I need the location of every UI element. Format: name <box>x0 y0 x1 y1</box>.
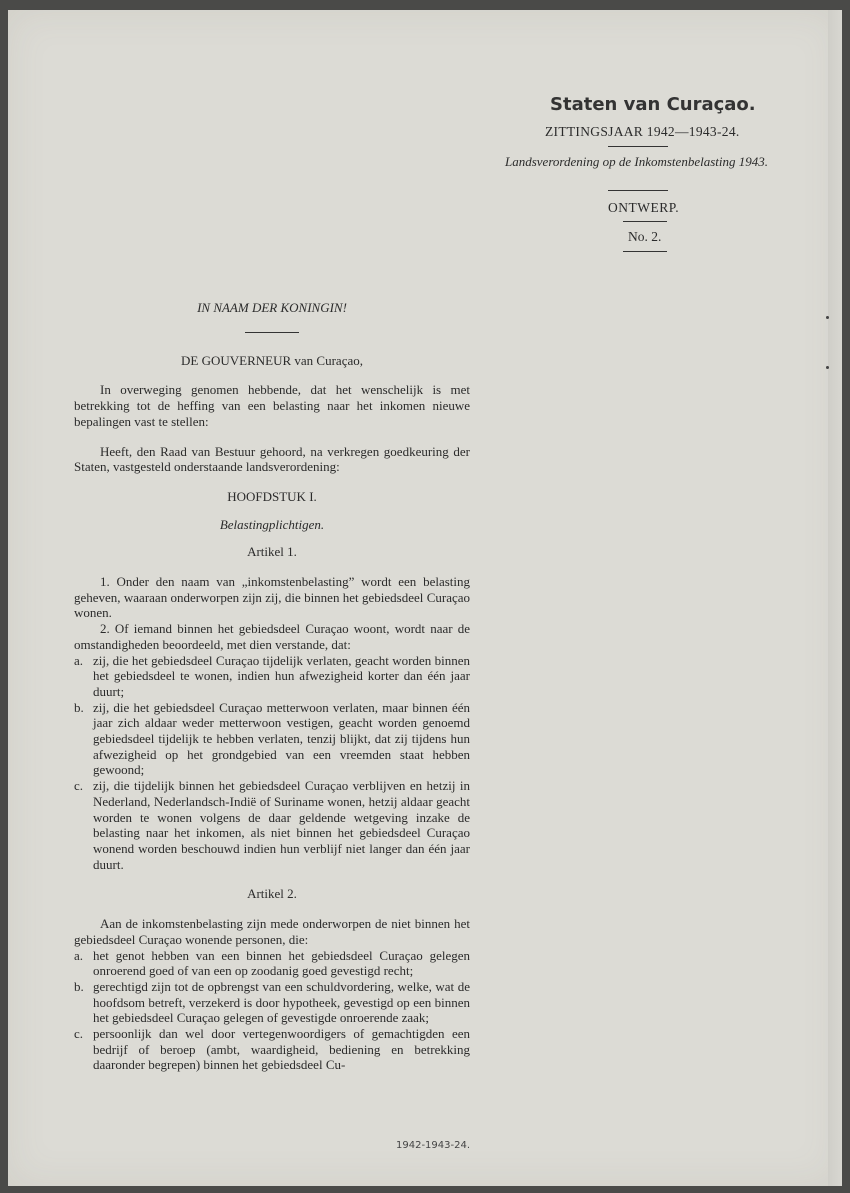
decision-paragraph: Heeft, den Raad van Bestuur gehoord, na verkregen goedkeuring der Staten, vastgesteld onderstaande landsverordening: <box>74 443 470 475</box>
list-item <box>74 979 470 1026</box>
list-item <box>74 1026 470 1073</box>
list-item <box>74 778 470 872</box>
invocation: IN NAAM DER KONINGIN! <box>197 300 347 315</box>
article-1-paragraph-1: 1. Onder den naam van „inkomstenbelasting” wordt een belasting geheven, waaraan onderworpen zijn zij, die binnen het gebiedsdeel Curaçao wonen. <box>74 574 470 621</box>
article-1-heading: Artikel 1. <box>247 544 297 560</box>
list-item-text: gerechtigd zijn tot de opbrengst van een schuldvordering, welke, wat de hoofdsom betreft, verzekerd is door hypotheek, gevestigd op een binnen het gebiedsdeel Curaçao gelegen of gevestigde onroerende zaak; <box>93 978 470 1026</box>
header-rule <box>623 221 667 222</box>
edge-mark <box>826 366 829 369</box>
list-item-text: persoonlijk dan wel door vertegenwoordigers of gemachtigden een bedrijf of beroep (ambt, waardigheid, bediening en betrekking daaronder begrepen) binnen het gebiedsdeel Cu- <box>93 1026 470 1073</box>
chapter-subheading: Belastingplichtigen. <box>219 516 325 532</box>
list-item-text: het genot hebben van een binnen het gebiedsdeel Curaçao gelegen onroerend goed of van een op zoodanig goed gevestigd recht; <box>93 947 470 979</box>
list-item-text: zij, die het gebiedsdeel Curaçao metterwoon verlaten, maar binnen één jaar zich aldaar weder metterwoon vestigen, geacht worden genoemd gebiedsdeel tijdelijk te hebben verlaten, tenzij blijkt, dat zij tijdens hun afwezigheid op het grondgebied van een vreemden staat hebben gewoond; <box>93 699 470 778</box>
document-number: No. 2. <box>628 229 662 244</box>
draft-label: ONTWERP. <box>608 200 680 215</box>
header-rule <box>608 146 668 147</box>
header-rule <box>623 251 667 252</box>
ordinance-subject: Landsverordening op de Inkomstenbelasting 1943. <box>505 154 768 169</box>
list-item <box>74 948 470 979</box>
list-item-label: b. <box>74 699 84 715</box>
list-item-label: a. <box>74 652 84 668</box>
section-rule <box>245 332 299 333</box>
session-year: ZITTINGSJAAR 1942—1943-24. <box>545 124 740 139</box>
list-item-label: c. <box>74 1026 84 1042</box>
footer-stamp: 1942-1943-24. <box>396 1140 471 1151</box>
header-title: Staten van Curaçao. <box>550 94 756 115</box>
list-item <box>74 653 470 700</box>
article-1-paragraph-2: 2. Of iemand binnen het gebiedsdeel Curaçao woont, wordt naar de omstandigheden beoordeeld, met dien verstande, dat: <box>74 621 470 652</box>
list-item-text: zij, die het gebiedsdeel Curaçao tijdelijk verlaten, geacht worden binnen het gebiedsdeel te wonen, indien hun afwezigheid korter dan één jaar duurt; <box>93 652 470 699</box>
consideration-paragraph: In overweging genomen hebbende, dat het wenschelijk is met betrekking tot de heffing van een belasting naar het inkomen nieuwe bepalingen vast te stellen: <box>74 382 470 429</box>
article-2-heading: Artikel 2. <box>247 886 297 902</box>
list-item-label: a. <box>74 947 84 963</box>
list-item <box>74 700 470 779</box>
list-item-text: zij, die tijdelijk binnen het gebiedsdeel Curaçao verblijven en hetzij in Nederland, Nederlandsch-Indië of Suriname wonen, hetzij aldaar geacht worden te wonen volgens de daar geldende wetgeving inzake de belasting naar het inkomen, als niet binnen het gebiedsdeel Curaçao wonend worden beschouwd indien hun verblijf niet langer dan één jaar duurt. <box>93 778 470 872</box>
document-body <box>74 300 470 1073</box>
chapter-heading: HOOFDSTUK I. <box>227 488 317 504</box>
edge-mark <box>826 316 829 319</box>
header-rule <box>608 190 668 191</box>
article-2-intro: Aan de inkomstenbelasting zijn mede onderworpen de niet binnen het gebiedsdeel Curaçao wonende personen, die: <box>74 916 470 947</box>
page-edge <box>828 10 842 1186</box>
list-item-label: c. <box>74 778 84 794</box>
issuer-line: DE GOUVERNEUR van Curaçao, <box>181 352 363 368</box>
list-item-label: b. <box>74 978 84 994</box>
